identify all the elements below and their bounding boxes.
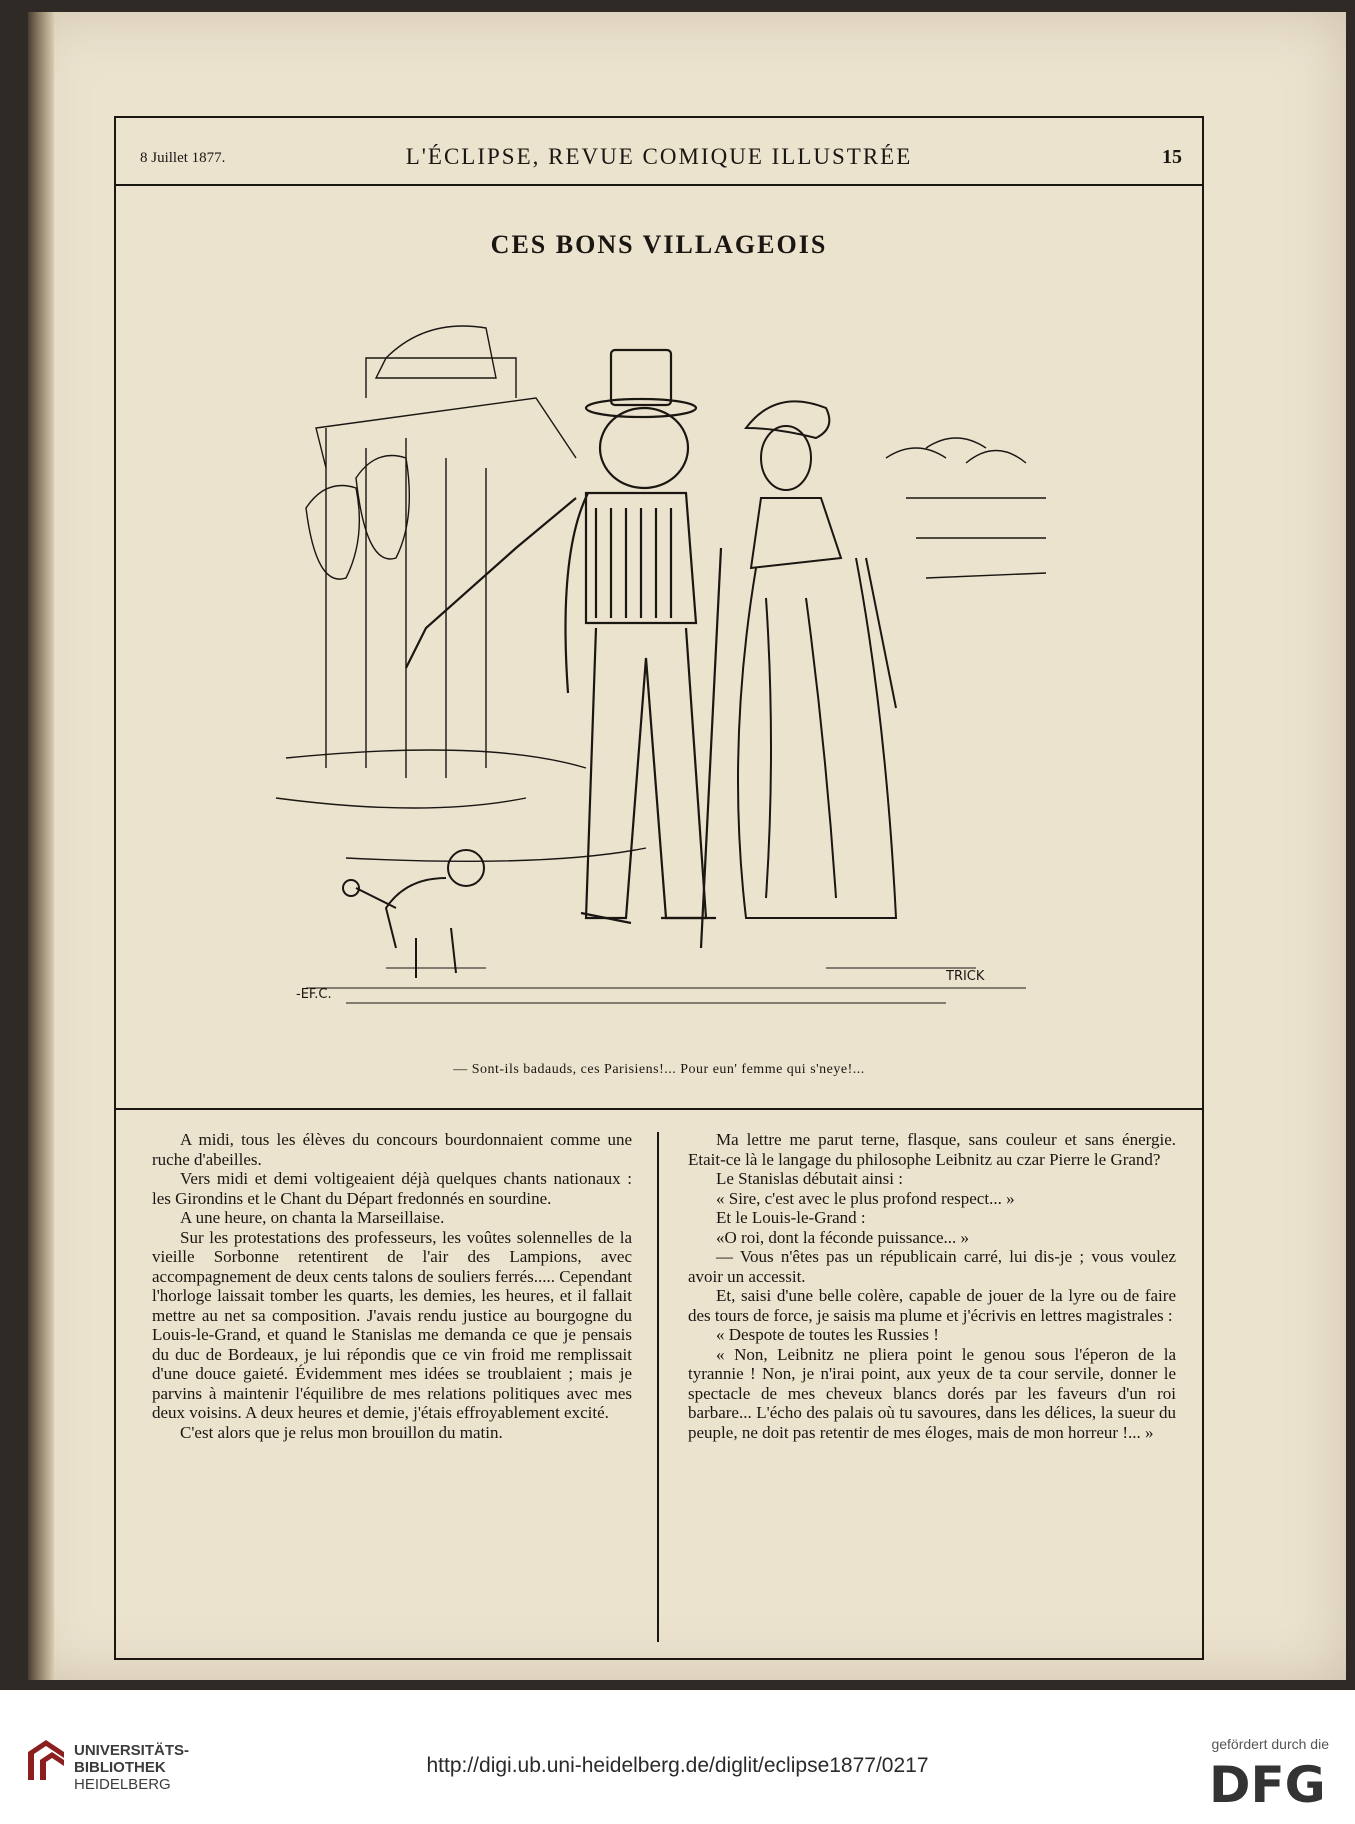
paragraph: Et le Louis-le-Grand :: [716, 1208, 866, 1227]
poodle-figure: [343, 850, 484, 978]
library-name-line3: HEIDELBERG: [74, 1776, 171, 1793]
issue-date: 8 Juillet 1877.: [140, 150, 226, 166]
paragraph: A une heure, on chanta la Marseillaise.: [180, 1208, 445, 1227]
left-text-column: [152, 1130, 632, 1442]
paragraph: Vers midi et demi voltigeaient déjà quelques chants nationaux : les Girondins et le Chant du Départ fredonnés en sourdine.: [152, 1169, 632, 1208]
paragraph: A midi, tous les élèves du concours bourdonnaient comme une ruche d'abeilles.: [152, 1130, 632, 1169]
running-header: [116, 118, 1202, 186]
dfg-logo-icon[interactable]: [1209, 1758, 1329, 1808]
article-title: CES BONS VILLAGEOIS: [490, 230, 828, 259]
paragraph: «O roi, dont la féconde puissance... »: [716, 1227, 970, 1247]
viewer-footer: [0, 1690, 1355, 1824]
paragraph: « Non, Leibnitz ne pliera point le genou sous l'éperon de la tyrannie ! Non, je n'irai point, aux yeux de ta cour servile, donner le spectacle de mes cheveux blancs dorés par les faveurs d'un roi barbare... L'écho des palais où tu savoures, dans les délices, la sueur du peuple, ne doit pas retentir de mes éloges, mais de mon horreur !... »: [688, 1344, 1176, 1442]
woman-figure: [738, 401, 896, 918]
paragraph: Et, saisi d'une belle colère, capable de jouer de la lyre ou de faire des tours de force, je saisis ma plume et j'écrivis en lettres magistrales :: [688, 1286, 1176, 1325]
paragraph: « Sire, c'est avec le plus profond respect... »: [716, 1188, 1015, 1208]
sponsor-label: gefördert durch die: [1211, 1736, 1329, 1752]
artist-signature-left: -EF.C.: [296, 987, 332, 1002]
artist-signature-right: TRICK: [946, 969, 985, 984]
illustration-caption: — Sont-ils badauds, ces Parisiens!... Pour eun' femme qui s'neye!...: [453, 1062, 865, 1077]
cartoon-illustration: [266, 298, 1066, 1038]
paragraph: C'est alors que je relus mon brouillon du matin.: [180, 1422, 503, 1442]
paragraph: Ma lettre me parut terne, flasque, sans couleur et sans énergie. Etait-ce là le langage du philosophe Leibnitz au czar Pierre le Grand?: [688, 1130, 1176, 1169]
right-text-column: [688, 1130, 1176, 1442]
newspaper-page: [28, 12, 1346, 1680]
dfg-logo-text: DFG: [1209, 1758, 1326, 1808]
library-name-line1: UNIVERSITÄTS-: [74, 1742, 190, 1759]
paragraph: — Vous n'êtes pas un républicain carré, lui dis-je ; vous voulez avoir un accessit.: [688, 1247, 1176, 1286]
publication-title: L'ÉCLIPSE, REVUE COMIQUE ILLUSTRÉE: [405, 144, 913, 169]
page-binding-edge: [28, 12, 54, 1680]
page-number: 15: [1162, 146, 1182, 168]
library-name-line2: BIBLIOTHEK: [74, 1759, 166, 1776]
paragraph: Le Stanislas débutait ainsi :: [716, 1169, 903, 1188]
section-divider: [116, 1108, 1202, 1110]
paragraph: Sur les protestations des professeurs, les voûtes solennelles de la vieille Sorbonne retentirent de l'air des Lampions, avec accompagnement de deux cents talons de souliers ferrés..... Cependant l'horloge laissait tomber les quarts, les demies, les heures, et il fallait mettre au net sa composition. J'avais rendu justice au bourgogne du Louis-le-Grand, et quand le Stanislas me demanda ce que je pensais du duc de Bordeaux, je lui répondis que ce vin froid me remplissait d'une douce gaieté. Évidemment mes idées se troublaient ; mais je parvins à maintenir l'équilibre de mes relations politiques avec mes deux voisins. A deux heures et demie, j'étais effroyablement excité.: [152, 1227, 632, 1422]
page-frame: [114, 116, 1204, 1660]
column-divider: [657, 1132, 659, 1642]
permalink-url[interactable]: http://digi.ub.uni-heidelberg.de/diglit/eclipse1877/0217: [426, 1754, 929, 1777]
paragraph: « Despote de toutes les Russies !: [716, 1325, 939, 1344]
